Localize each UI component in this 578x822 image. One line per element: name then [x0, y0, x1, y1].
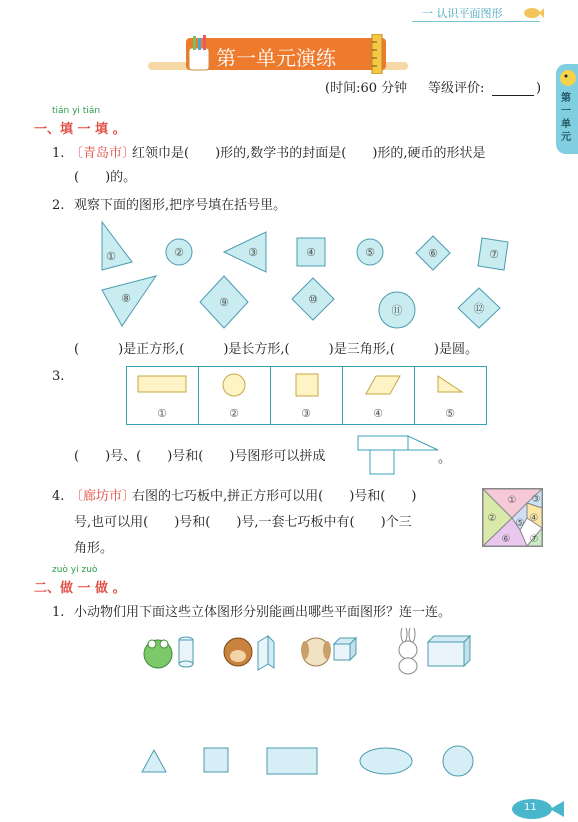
tangram-label-5: ⑤ — [515, 518, 525, 529]
time-limit: (时间:60 分钟 — [325, 81, 408, 96]
q4-source-tag: 〔廊坊市〕 — [70, 489, 136, 504]
q2-shapes — [90, 218, 530, 338]
q2-label-5: ⑤ — [365, 246, 375, 259]
q1-line2: ( )的。 — [74, 170, 137, 185]
plane-square[interactable] — [204, 748, 228, 772]
q2-label-6: ⑥ — [428, 247, 438, 260]
side-tab — [556, 64, 578, 154]
page-number: 11 — [524, 802, 537, 813]
header-underline — [412, 21, 540, 22]
plane-rectangle[interactable] — [267, 748, 317, 774]
dog-with-cube — [300, 630, 360, 674]
q3-line-a: ( )号、( )号和( )号图形可以拼成 — [74, 449, 326, 464]
q3-label-2: ② — [229, 407, 239, 420]
side-tab-text: 第一单元 — [561, 93, 571, 143]
q2-answer-line: ( )是正方形,( )是长方形,( )是三角形,( )是圆。 — [74, 342, 478, 357]
q2-number: 2. — [52, 198, 65, 213]
pencil-cup-icon — [186, 34, 212, 72]
q3-line-b: 。 — [438, 451, 452, 466]
plane-ellipse[interactable] — [360, 748, 412, 774]
q4-line1: 右图的七巧板中,拼正方形可以用( )号和( ) — [132, 489, 417, 504]
tangram-label-2: ② — [487, 513, 497, 524]
chapter-label: 一 认识平面图形 — [422, 7, 503, 20]
tangram-label-4: ④ — [529, 513, 539, 524]
q3-composite-figure — [354, 434, 440, 478]
section1-pinyin: tián yi tián — [52, 106, 101, 116]
chick-icon — [558, 66, 578, 88]
q2-label-7: ⑦ — [489, 248, 499, 261]
q2-label-4: ④ — [306, 246, 316, 259]
grade-label: 等级评价: — [428, 81, 485, 96]
plane-circle[interactable] — [443, 746, 473, 776]
ruler-icon — [370, 34, 384, 74]
header-fish-icon — [522, 4, 544, 20]
q3-shape-1 — [138, 376, 186, 392]
q2-label-1: ① — [106, 250, 116, 263]
q3-shape-table — [126, 366, 488, 426]
monkey-with-prism — [222, 630, 278, 674]
q2-label-12: ⑫ — [473, 302, 485, 315]
q5-text: 小动物们用下面这些立体图形分别能画出哪些平面图形？连一连。 — [74, 605, 452, 620]
section1-heading: 一、填 一 填 。 — [34, 122, 126, 137]
meta-close: ) — [536, 81, 542, 96]
q4-line3: 角形。 — [74, 541, 114, 556]
q3-label-1: ① — [157, 407, 167, 420]
q2-label-10: ⑩ — [308, 293, 318, 306]
plane-triangle[interactable] — [142, 750, 166, 772]
frog-with-cylinder — [140, 630, 200, 672]
section2-heading: 二、做 一 做 。 — [34, 581, 126, 596]
plane-shapes-row — [136, 742, 480, 782]
q2-shape-3 — [224, 232, 266, 272]
q2-label-11: ⑪ — [391, 304, 403, 317]
q1-line1: 红领巾是( )形的,数学书的封面是( )形的,硬币的形状是 — [132, 146, 486, 161]
grade-blank[interactable] — [492, 95, 534, 96]
q3-shape-3 — [296, 374, 318, 396]
q4-line2: 号,也可以用( )号和( )号,一套七巧板中有( )个三 — [74, 515, 412, 530]
q1-source-tag: 〔青岛市〕 — [70, 146, 136, 161]
page-number-badge — [510, 798, 566, 820]
q2-label-3: ③ — [248, 246, 258, 259]
q3-label-3: ③ — [301, 407, 311, 420]
q3-label-5: ⑤ — [445, 407, 455, 420]
q2-label-9: ⑨ — [219, 296, 229, 309]
q2-text: 观察下面的图形,把序号填在括号里。 — [74, 198, 287, 213]
rabbit-with-cuboid — [392, 628, 472, 676]
q2-label-2: ② — [174, 246, 184, 259]
page-title: 第一单元演练 — [216, 46, 336, 70]
q2-label-8: ⑧ — [121, 292, 131, 305]
tangram-figure — [482, 488, 544, 548]
q4-number: 4. — [52, 489, 65, 504]
tangram-label-3: ③ — [531, 494, 541, 505]
tangram-label-1: ① — [507, 495, 517, 506]
tangram-label-7: ⑦ — [529, 534, 539, 545]
q5-number: 1. — [52, 605, 65, 620]
tangram-label-6: ⑥ — [501, 534, 511, 545]
q3-number: 3. — [52, 369, 65, 384]
q3-shape-2 — [223, 374, 245, 396]
q3-label-4: ④ — [373, 407, 383, 420]
section2-pinyin: zuò yi zuò — [52, 565, 98, 575]
q1-number: 1. — [52, 146, 65, 161]
